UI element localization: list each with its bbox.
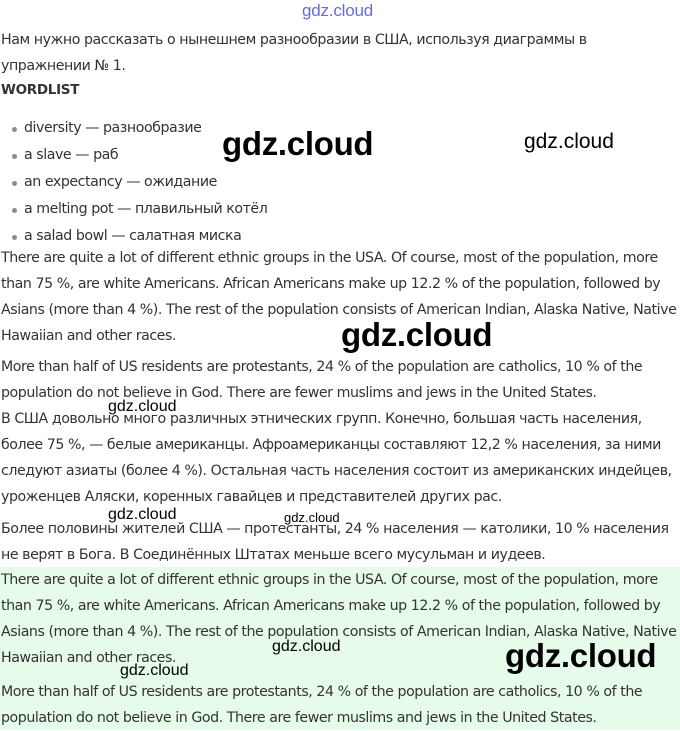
wordlist-item: an expectancy — ожидание [12, 169, 267, 196]
watermark-overlay: gdz.cloud [222, 125, 374, 162]
intro-text: Нам нужно рассказать о нынешнем разнообразии в США, используя диаграммы в упражнении № 1. [1, 32, 587, 74]
watermark-overlay: gdz.cloud [524, 130, 614, 153]
watermark-overlay: gdz.cloud [108, 398, 177, 415]
answer-paragraph-ethnic-groups: There are quite a lot of different ethnic groups in the USA. Of course, most of the population, more than 75 %, are white Americans. African Americans make up 12.2 % of the population, followed by Asians (more than 4 %). The rest of the population consists of American Indian, Alaska Native, Native Hawaiian and other races. [1, 572, 677, 666]
watermark-overlay: gdz.cloud [120, 662, 189, 679]
answer-paragraph-religion: More than half of US residents are protestants, 24 % of the population are catholics, 10 % of the population do not believe in God. There are fewer muslims and jews in the United States. [1, 684, 643, 726]
watermark-overlay: gdz.cloud [272, 638, 341, 655]
header-watermark: gdz.cloud [302, 1, 373, 20]
watermark-overlay: gdz.cloud [341, 316, 493, 353]
wordlist-heading: WORDLIST [1, 82, 80, 98]
russian-paragraph-religion: Более половины жителей США — протестанты, 24 % населения — католики, 10 % населения не верят в Бога. В Соединённых Штатах меньше всего мусульман и иудеев. [1, 521, 669, 563]
watermark-overlay: gdz.cloud [108, 506, 177, 523]
english-paragraph-religion: More than half of US residents are protestants, 24 % of the population are catholics, 10 % of the population do not believe in God. There are fewer muslims and jews in the United States. [1, 359, 643, 401]
watermark-overlay: gdz.cloud [284, 510, 340, 525]
russian-paragraph-ethnic-groups: В США довольно много различных этнических групп. Конечно, большая часть населения, более 75 %, — белые американцы. Афроамериканцы составляют 12,2 % населения, за ними следуют азиаты (более 4 %). Остальная часть населения состоит из американских индейцев, уроженцев Аляски, коренных гавайцев и представителей других рас. [1, 411, 672, 505]
english-paragraph-ethnic-groups: There are quite a lot of different ethnic groups in the USA. Of course, most of the population, more than 75 %, are white Americans. African Americans make up 12.2 % of the population, followed by Asians (more than 4 %). The rest of the population consists of American Indian, Alaska Native, Native Hawaiian and other races. [1, 250, 677, 344]
wordlist-item: a salad bowl — салатная миска [12, 223, 267, 250]
wordlist-item: diversity — разнообразие [12, 115, 267, 142]
wordlist-item: a melting pot — плавильный котёл [12, 196, 267, 223]
watermark-overlay: gdz.cloud [505, 637, 657, 674]
wordlist-item: a slave — раб [12, 142, 267, 169]
